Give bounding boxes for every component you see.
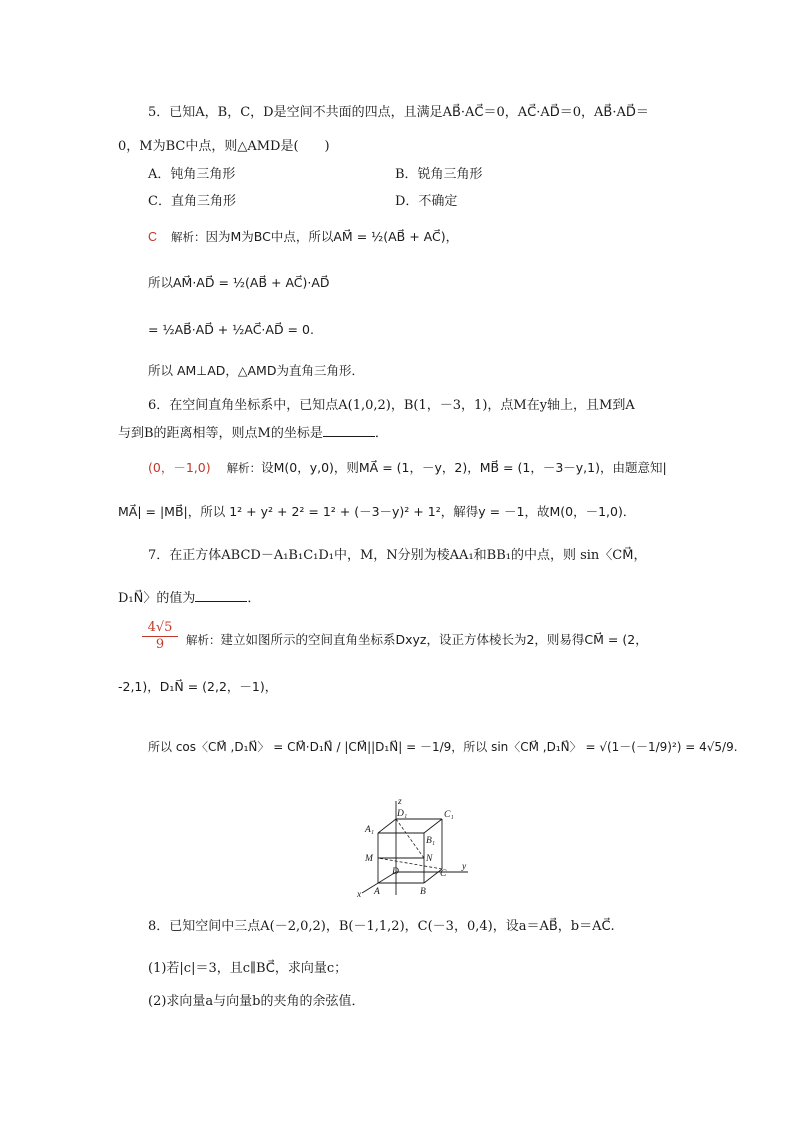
label-x: x bbox=[357, 890, 362, 899]
q5-analysis-tag: 解析： bbox=[171, 230, 206, 244]
q5-option-c: C．直角三角形 bbox=[148, 194, 236, 209]
q6-stem-text: 与到B的距离相等，则点M的坐标是 bbox=[118, 426, 323, 441]
q5-solution-line1 bbox=[148, 228, 458, 246]
answer-blank bbox=[195, 589, 247, 602]
q6-answer: (0，－1,0) bbox=[148, 460, 211, 475]
q5-stem-line2: 0，M为BC中点，则△AMD是( ) bbox=[118, 139, 330, 154]
q6-stem-line1: 6．在空间直角坐标系中，已知点A(1,0,2)，B(1，－3，1)，点M在y轴上，且M到A bbox=[148, 398, 635, 413]
label-a: A bbox=[374, 887, 380, 897]
q7-sol2: -2,1)，D₁N⃗ = (2,2，－1)， bbox=[118, 679, 278, 694]
q7-sol1: 建立如图所示的空间直角坐标系Dxyz，设正方体棱长为2，则易得CM⃗ = (2， bbox=[220, 632, 648, 647]
label-b1: B₁ bbox=[426, 836, 436, 846]
label-m: M bbox=[365, 854, 373, 864]
q7-answer-fraction bbox=[142, 620, 178, 653]
q7-stem-end: ． bbox=[247, 591, 261, 606]
label-n: N bbox=[426, 854, 433, 864]
label-z: z bbox=[398, 797, 402, 807]
q5-option-d: D．不确定 bbox=[395, 194, 458, 209]
q6-analysis-tag: 解析： bbox=[226, 461, 262, 475]
q5-option-a: A．钝角三角形 bbox=[148, 167, 236, 182]
q7-sol3: 所以 cos〈CM⃗ ,D₁N⃗〉 = CM⃗·D₁N⃗ / |CM⃗||D₁N⃗| = －1/9，所以 sin〈CM⃗ ,D₁N⃗〉 = √(1－(－1/9)²) = 4√5/9. bbox=[148, 740, 738, 754]
cube-figure bbox=[356, 795, 476, 899]
q7-analysis-tag: 解析： bbox=[186, 633, 221, 647]
q7-stem-line2 bbox=[118, 589, 260, 608]
q5-sol1: 因为M为BC中点，所以AM⃗ = ½(AB⃗ + AC⃗)， bbox=[205, 229, 459, 244]
q5-stem-line1: 5．已知A，B，C，D是空间不共面的四点，且满足AB⃗·AC⃗＝0，AC⃗·AD⃗＝0，AB⃗·AD⃗＝ bbox=[148, 105, 649, 120]
label-c1: C₁ bbox=[444, 810, 454, 820]
q5-sol2: 所以AM⃗·AD⃗ = ½(AB⃗ + AC⃗)·AD⃗ bbox=[148, 275, 330, 290]
q5-sol4: 所以 AM⊥AD，△AMD为直角三角形． bbox=[148, 363, 364, 378]
label-d: D bbox=[392, 867, 399, 877]
label-b: B bbox=[420, 887, 426, 897]
label-y: y bbox=[462, 862, 467, 872]
q7-solution-line1 bbox=[186, 631, 648, 649]
q6-sol1: 设M(0，y,0)，则MA⃗ = (1，－y，2)，MB⃗ = (1，－3－y,1)，由题意知| bbox=[261, 460, 667, 475]
q7-stem-line1: 7．在正方体ABCD－A₁B₁C₁D₁中，M，N分别为棱AA₁和BB₁的中点，则 sin〈CM⃗， bbox=[148, 548, 647, 563]
q5-answer: C bbox=[148, 230, 158, 244]
q6-stem-line2 bbox=[118, 424, 388, 443]
q7-answer-numerator: 4√5 bbox=[142, 620, 178, 637]
label-d1: D₁ bbox=[397, 809, 408, 819]
q7-stem-text: D₁N⃗〉的值为 bbox=[118, 591, 196, 606]
q6-solution-line1 bbox=[148, 459, 667, 477]
q6-sol2: MA⃗| = |MB⃗|，所以 1² + y² + 2² = 1² + (－3－y)² + 1²，解得y = －1，故M(0，－1,0)． bbox=[118, 504, 636, 519]
q7-answer-denominator: 9 bbox=[155, 637, 165, 652]
label-c: C bbox=[440, 869, 447, 879]
q5-option-b: B．锐角三角形 bbox=[395, 167, 483, 182]
q8-part2: (2)求向量a与向量b的夹角的余弦值． bbox=[148, 994, 365, 1009]
q8-part1: (1)若|c|＝3，且c∥BC⃗，求向量c； bbox=[148, 961, 348, 976]
label-a1: A₁ bbox=[365, 825, 375, 835]
q6-stem-end: ． bbox=[374, 426, 388, 441]
q5-sol3: = ½AB⃗·AD⃗ + ½AC⃗·AD⃗ = 0. bbox=[148, 322, 314, 337]
q8-stem-line1: 8．已知空间中三点A(－2,0,2)，B(－1,1,2)，C(－3，0,4)，设a＝AB⃗，b＝AC⃗. bbox=[148, 919, 615, 934]
answer-blank bbox=[323, 424, 375, 437]
